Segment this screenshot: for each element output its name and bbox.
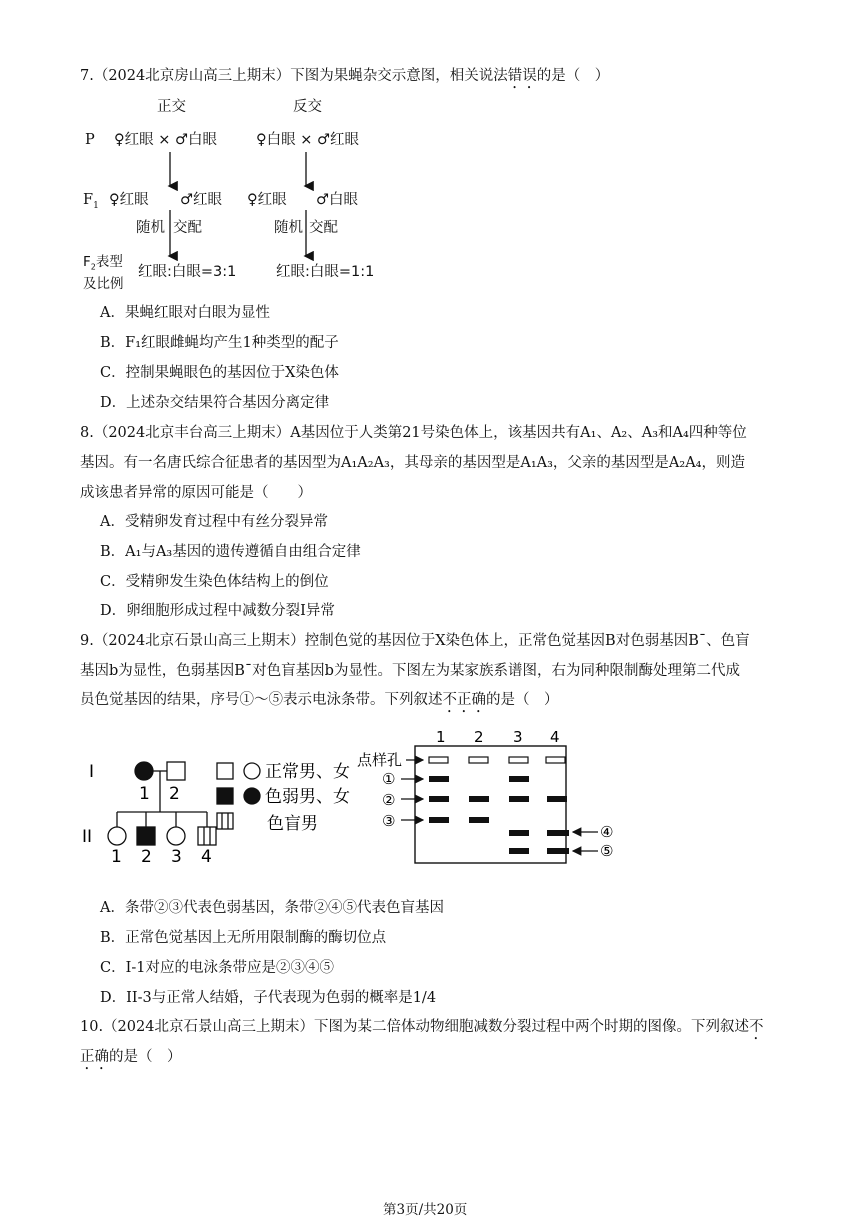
legend-blind-text: 色盲男 <box>267 814 318 834</box>
q9-stem-line1: 9.（2024北京石景山高三上期末）控制色觉的基因位于X染色体上，正常色觉基因B对色弱基因Bˉ、色盲 <box>80 633 750 649</box>
i-2-number: 2 <box>169 784 180 804</box>
q8-stem-line2: 基因。有一名唐氏综合征患者的基因型为A₁A₂A₃，其母亲的基因型是A₁A₃，父亲的基因型是A₂A₄，则造 <box>80 455 745 471</box>
q8-option-a: A．受精卵发育过程中有丝分裂异常 <box>100 514 328 530</box>
i-1-affected-female <box>135 762 153 780</box>
f1-zheng-female: ♀红眼 <box>109 192 149 208</box>
p-fan: ♀白眼 × ♂红眼 <box>256 132 359 148</box>
band-1-label: ① <box>382 770 396 788</box>
q9-option-c: C．I-1对应的电泳条带应是②③④⑤ <box>100 960 334 976</box>
legend-normal-male-symbol <box>217 763 233 779</box>
band-5-lane-4 <box>547 848 569 854</box>
p-label: P <box>85 132 95 148</box>
i-1-number: 1 <box>139 784 150 804</box>
electrophoresis-gel <box>355 724 655 872</box>
legend-weak-male-symbol <box>217 788 233 804</box>
band-5-lane-3 <box>509 848 529 854</box>
cross-arrows <box>0 0 868 300</box>
q8-option-c: C．受精卵发生染色体结构上的倒位 <box>100 574 329 590</box>
random-fan-left: 随机 <box>274 220 303 236</box>
lane-4-label: 4 <box>550 728 560 746</box>
q9-stem-line3: 员色觉基因的结果，序号①～⑤表示电泳条带。下列叙述不正确的是（ ） <box>80 692 559 708</box>
q9-option-b: B．正常色觉基因上无所用限制酶的酶切位点 <box>100 930 387 946</box>
q7-option-a: A．果蝇红眼对白眼为显性 <box>100 305 270 321</box>
f1-label: $F_1$ <box>83 192 99 211</box>
band-2-lane-1 <box>429 796 449 802</box>
q7-option-d: D．上述杂交结果符合基因分离定律 <box>100 395 330 411</box>
band-5-label: ⑤ <box>600 842 614 860</box>
pedigree-chart <box>80 750 380 875</box>
ii-2-weak-male <box>137 827 155 845</box>
lane-2-label: 2 <box>474 728 484 746</box>
random-zheng-left: 随机 <box>136 220 165 236</box>
q8-option-d: D．卵细胞形成过程中减数分裂Ⅰ异常 <box>100 603 335 619</box>
q10-stem-line2: 正确的是（ ） <box>80 1049 182 1065</box>
legend-weak-text: 色弱男、女 <box>265 787 350 807</box>
q7-stem: 7.（2024北京房山高三上期末）下图为果蝇杂交示意图，相关说法错误的是（ ） <box>80 68 610 84</box>
fan-title: 反交 <box>293 99 322 115</box>
q10-stem-line1: 10.（2024北京石景山高三上期末）下图为某二倍体动物细胞减数分裂过程中两个时期的图像。下列叙述不 <box>80 1019 764 1035</box>
legend-blind-male-symbol <box>217 813 233 829</box>
ii-2-number: 2 <box>141 847 152 867</box>
ii-4-number: 4 <box>201 847 212 867</box>
band-1-lane-1 <box>429 776 449 782</box>
well-lane-1 <box>429 757 448 763</box>
q8-option-b: B．A₁与A₃基因的遗传遵循自由组合定律 <box>100 544 361 560</box>
band-4-lane-3 <box>509 830 529 836</box>
ii-1-number: 1 <box>111 847 122 867</box>
band-2-lane-2 <box>469 796 489 802</box>
band-2-label: ② <box>382 791 396 809</box>
lane-3-label: 3 <box>513 728 523 746</box>
band-2-lane-3 <box>509 796 529 802</box>
i-2-normal-male <box>167 762 185 780</box>
band-4-label: ④ <box>600 823 614 841</box>
band-4-lane-4 <box>547 830 569 836</box>
f2-zheng-ratio: 红眼:白眼=3:1 <box>138 264 237 280</box>
q7-option-b: B．F₁红眼雌蝇均产生1种类型的配子 <box>100 335 339 351</box>
gen-i-label: I <box>89 762 95 782</box>
q9-option-d: D．II-3与正常人结婚，子代表现为色弱的概率是1/4 <box>100 990 437 1006</box>
ii-4-blind-male <box>198 827 216 845</box>
q8-stem-line3: 成该患者异常的原因可能是（ ） <box>80 485 312 501</box>
q8-stem-line1: 8.（2024北京丰台高三上期末）A基因位于人类第21号染色体上，该基因共有A₁、A₂、A₃和A₄四种等位 <box>80 425 747 441</box>
band-1-lane-3 <box>509 776 529 782</box>
well-lane-3 <box>509 757 528 763</box>
q9-stem-line2: 基因b为显性，色弱基因Bˉ对色盲基因b为显性。下图左为某家族系谱图，右为同种限制酶处理第二代成 <box>80 663 740 679</box>
zheng-title: 正交 <box>157 99 186 115</box>
q7-option-c: C．控制果蝇眼色的基因位于X染色体 <box>100 365 339 381</box>
well-label: 点样孔 <box>357 751 403 769</box>
f2-label: $F_2$表型 及比例 <box>83 254 124 292</box>
page-footer: 第3页/共20页 <box>383 1202 468 1218</box>
p-zheng: ♀红眼 × ♂白眼 <box>114 132 217 148</box>
mating-fan-right: 交配 <box>309 220 338 236</box>
well-lane-2 <box>469 757 488 763</box>
mating-zheng-right: 交配 <box>173 220 202 236</box>
f1-fan-male: ♂白眼 <box>316 192 358 208</box>
f1-fan-female: ♀红眼 <box>247 192 287 208</box>
band-3-lane-1 <box>429 817 449 823</box>
band-3-lane-2 <box>469 817 489 823</box>
f2-fan-ratio: 红眼:白眼=1:1 <box>276 264 375 280</box>
legend-normal-female-symbol <box>244 763 260 779</box>
band-2-lane-4 <box>547 796 567 802</box>
gen-ii-label: II <box>82 827 93 847</box>
band-3-label: ③ <box>382 812 396 830</box>
legend-normal-text: 正常男、女 <box>265 762 350 782</box>
ii-1-normal-female <box>108 827 126 845</box>
q9-option-a: A．条带②③代表色弱基因，条带②④⑤代表色盲基因 <box>100 900 444 916</box>
ii-3-normal-female <box>167 827 185 845</box>
f1-zheng-male: ♂红眼 <box>180 192 222 208</box>
legend-weak-female-symbol <box>244 788 260 804</box>
lane-1-label: 1 <box>436 728 446 746</box>
well-lane-4 <box>546 757 565 763</box>
ii-3-number: 3 <box>171 847 182 867</box>
